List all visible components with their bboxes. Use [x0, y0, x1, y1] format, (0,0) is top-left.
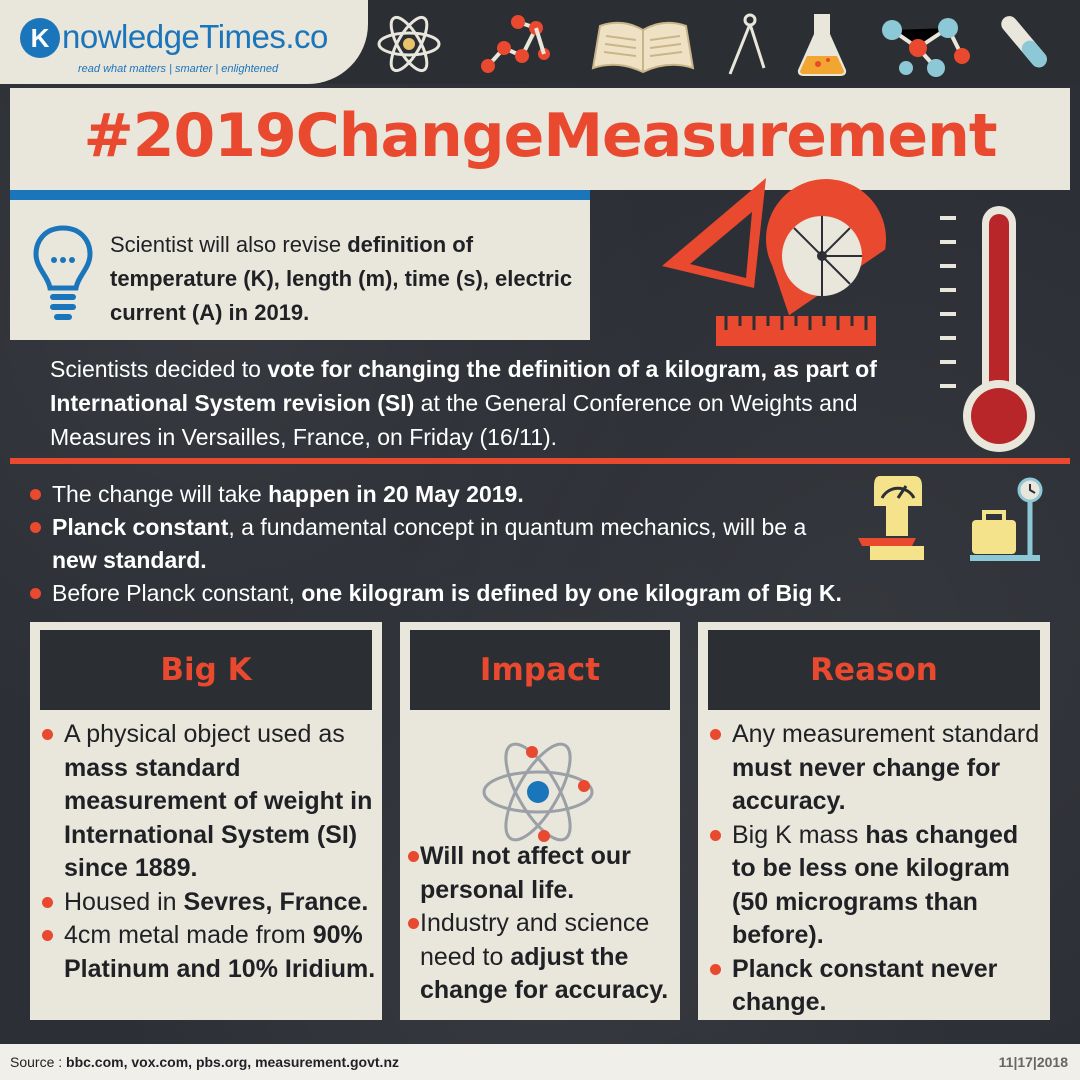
title-banner	[10, 88, 1070, 190]
note-box	[10, 200, 590, 340]
logo-tld: .co	[285, 18, 328, 55]
source-line	[10, 1044, 399, 1080]
item-bold: has changed to be less one kilogram (50 micrograms than before).	[732, 820, 1019, 949]
item-text: Housed in	[64, 887, 184, 916]
blue-accent-strip	[10, 190, 590, 200]
lightbulb-icon	[32, 224, 94, 324]
item-bold: adjust the change for accuracy.	[420, 942, 669, 1004]
list-item	[30, 511, 830, 577]
item-text: Big K mass	[732, 820, 866, 849]
list-item	[30, 577, 990, 610]
item-text: 4cm metal made from	[64, 921, 313, 949]
item-bold: Will not affect our personal life.	[420, 842, 631, 904]
logo-wordmark	[62, 18, 328, 56]
big-k-list	[40, 718, 380, 986]
thermometer-icon	[934, 204, 1040, 456]
divider-line	[10, 458, 1070, 464]
bullet-bold: Planck constant	[52, 514, 229, 540]
molecule-icon	[478, 8, 554, 80]
footer	[0, 1044, 1080, 1080]
flask-icon	[792, 8, 852, 80]
intro-p2: at the General Conference on Weights and Measures in Versailles, France, on Friday (16/11).	[50, 390, 858, 450]
weighing-scale-icon	[856, 472, 940, 564]
impact-heading: Impact	[410, 630, 670, 710]
item-text: Industry and science need to	[420, 909, 650, 971]
intro-p1: Scientists decided to	[50, 356, 268, 382]
brand-logo[interactable]	[0, 0, 368, 84]
impact-panel	[400, 622, 680, 1020]
bullet-bold: one kilogram is defined by one kilogram of Big K.	[301, 580, 842, 606]
atom-icon	[374, 8, 444, 80]
test-tube-icon	[996, 8, 1056, 80]
logo-name: nowledgeTimes	[62, 18, 286, 55]
bullet-bold: new standard.	[52, 547, 207, 573]
item-bold: Sevres, France.	[183, 887, 369, 916]
reason-heading: Reason	[708, 630, 1040, 710]
intro-paragraph	[50, 352, 940, 454]
compass-icon	[722, 8, 772, 80]
list-item	[708, 953, 1046, 1020]
bullet-text: The change will take	[52, 481, 269, 507]
list-item	[406, 907, 678, 1008]
big-k-heading: Big K	[40, 630, 372, 710]
reason-panel	[698, 622, 1050, 1020]
reason-list	[708, 718, 1046, 1020]
logo-tagline: read what matters | smarter | enlightened	[78, 63, 279, 75]
luggage-scale-icon	[966, 476, 1046, 566]
source-value: bbc.com, vox.com, pbs.org, measurement.govt.nz	[66, 1054, 399, 1070]
key-facts-list	[30, 478, 990, 610]
list-item	[406, 840, 678, 907]
publish-date: 11|17|2018	[998, 1054, 1068, 1070]
bullet-text: Before Planck constant,	[52, 580, 302, 606]
list-item	[30, 478, 990, 511]
intro-bold: vote for changing the definition of a kilogram, as part of International System revision (SI)	[50, 356, 877, 416]
list-item	[708, 718, 1046, 819]
item-text: Any measurement standard	[732, 720, 1040, 748]
item-bold: must never change for accuracy.	[732, 753, 1001, 815]
open-book-icon	[588, 8, 698, 80]
list-item	[708, 819, 1046, 953]
bullet-bold: happen in 20 May 2019.	[268, 481, 524, 507]
item-bold: mass standard measurement of weight in International System (SI) since 1889.	[64, 753, 373, 882]
list-item	[40, 718, 380, 886]
big-k-panel	[30, 622, 382, 1020]
item-bold: Planck constant never change.	[732, 954, 998, 1016]
geometry-tools-illustration	[656, 170, 896, 350]
impact-list	[406, 840, 678, 1008]
note-text	[110, 228, 580, 330]
atom-icon	[478, 732, 598, 852]
source-label: Source :	[10, 1054, 67, 1070]
molecule-cluster-icon	[878, 8, 974, 80]
list-item	[40, 886, 380, 920]
logo-initial: K	[20, 18, 60, 58]
header-bar	[0, 0, 1080, 84]
item-bold: 90% Platinum and 10% Iridium.	[64, 921, 376, 983]
bullet-text: , a fundamental concept in quantum mechanics, will be a	[228, 514, 807, 540]
list-item	[40, 919, 380, 986]
note-prefix: Scientist will also revise	[110, 232, 348, 257]
page-title: #2019ChangeMeasurement	[83, 101, 997, 171]
note-bold: definition of temperature (K), length (m), time (s), electric current (A) in 2019.	[110, 232, 573, 325]
item-text: A physical object used as	[64, 720, 345, 748]
